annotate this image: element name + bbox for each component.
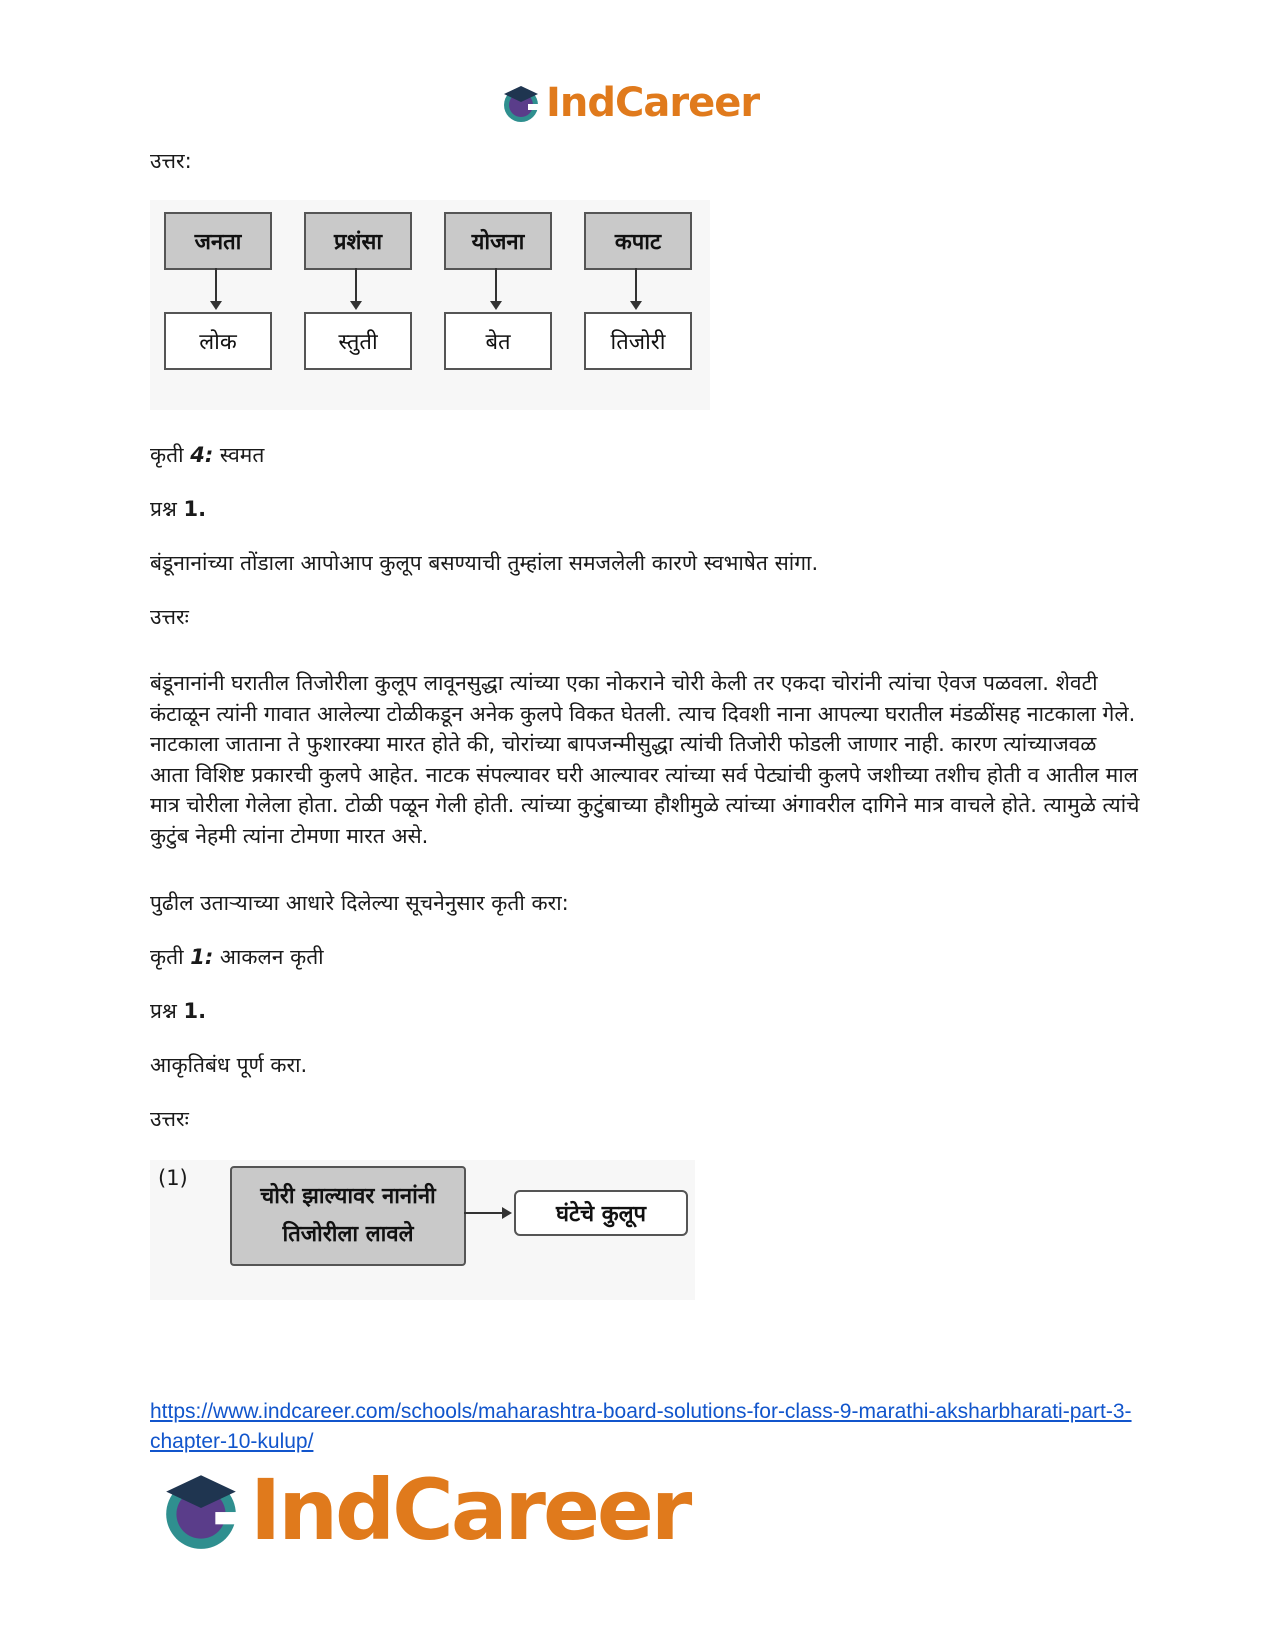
logo-text: IndCareer (250, 1461, 690, 1559)
cause-line-1: चोरी झाल्यावर नानांनी (260, 1184, 436, 1209)
complete-text: आकृतिबंध पूर्ण करा. (150, 1053, 308, 1077)
flow-diagram (150, 1160, 695, 1300)
question-text: बंडूनानांच्या तोंडाला आपोआप कुलूप बसण्याची तुम्हांला समजलेली कारणे स्वभाषेत सांगा. (150, 551, 819, 575)
synonym-top-box: कपाट (584, 212, 692, 270)
header-logo (500, 78, 759, 128)
instruction-text: पुढील उताऱ्याच्या आधारे दिलेल्या सूचनेनुसार कृती करा: (150, 891, 569, 915)
cause-line-2: तिजोरीला लावले (282, 1222, 414, 1247)
synonym-diagram (150, 200, 710, 410)
answer-label-2: उत्तरः (150, 605, 189, 629)
graduation-cap-icon (158, 1467, 244, 1553)
question-number: 1. (183, 999, 207, 1023)
question-heading (150, 494, 206, 524)
answer-label-3: उत्तरः (150, 1107, 189, 1131)
synonym-bottom-box: तिजोरी (584, 312, 692, 370)
kruti-number: 1: (190, 945, 214, 969)
arrow (215, 268, 217, 308)
answer-paragraph: बंडूनानांनी घरातील तिजोरीला कुलूप लावूनसुद्धा त्यांच्या एका नोकराने चोरी केली तर एकदा चोरांनी त्यांचा ऐवज पळवला. शेवटी कंटाळून त्यांनी गावात आलेल्या टोळीकडून अनेक कुलपे विकत घेतली. त्याच दिवशी नाना आपल्या घरातील मंडळींसह नाटकाला गेले. नाटकाला जाताना ते फुशारक्या मारत होते की, चोरांच्या बापजन्मीसुद्धा त्यांची तिजोरी फोडली जाणार नाही. कारण त्यांच्याजवळ आता विशिष्ट प्रकारची कुलपे आहेत. नाटक संपल्यावर घरी आल्यावर त्यांच्या सर्व पेट्यांची कुलपे जशीच्या तशीच होती व आतील माल मात्र चोरीला गेलेला होता. टोळी पळून गेली होती. त्यांच्या कुटुंबाच्या हौशीमुळे त्यांच्या अंगावरील दागिने मात्र वाचले होते. त्यामुळे त्यांचे कुटुंब नेहमी त्यांना टोमणा मारत असे. (150, 671, 1140, 848)
question-heading-2 (150, 996, 206, 1026)
graduation-cap-icon (500, 82, 542, 124)
logo-text: IndCareer (546, 80, 760, 126)
result-box: घंटेचे कुलूप (514, 1190, 688, 1236)
kruti-prefix: कृती (150, 945, 191, 969)
arrow (495, 268, 497, 308)
kruti-title: स्वमत (213, 443, 265, 467)
kruti-title: आकलन कृती (213, 945, 324, 969)
figure-number: (1) (158, 1166, 188, 1190)
arrow (355, 268, 357, 308)
question-word: प्रश्न (150, 497, 184, 521)
synonym-top-box: प्रशंसा (304, 212, 412, 270)
question-word: प्रश्न (150, 999, 184, 1023)
question-number: 1. (183, 497, 207, 521)
kruti-number: 4: (190, 443, 214, 467)
synonym-top-box: योजना (444, 212, 552, 270)
synonym-top-box: जनता (164, 212, 272, 270)
kruti-prefix: कृती (150, 443, 191, 467)
kruti-4-heading (150, 440, 264, 470)
answer-label-1: उत्तर: (150, 149, 192, 173)
source-link[interactable]: https://www.indcareer.com/schools/maharashtra-board-solutions-for-class-9-marathi-aksharbharati-part-3-chapter-10-kulup/ (150, 1400, 1132, 1453)
arrow-head (502, 1207, 512, 1219)
kruti-1-heading (150, 942, 324, 972)
cause-box (230, 1166, 466, 1266)
arrow-line (464, 1212, 506, 1214)
synonym-bottom-box: स्तुती (304, 312, 412, 370)
arrow (635, 268, 637, 308)
footer-logo (158, 1460, 689, 1560)
synonym-bottom-box: बेत (444, 312, 552, 370)
synonym-bottom-box: लोक (164, 312, 272, 370)
